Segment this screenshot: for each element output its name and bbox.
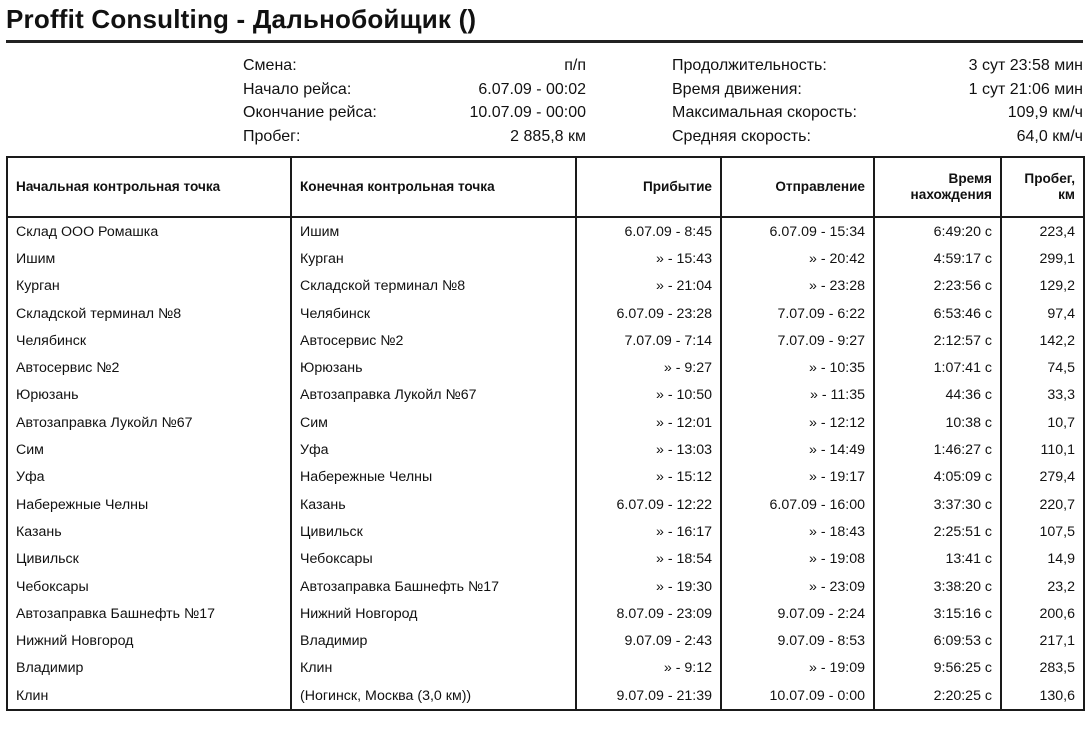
cell-start-point: Юрюзань xyxy=(7,382,291,409)
cell-arrival: » - 19:30 xyxy=(576,573,721,600)
cell-mileage: 220,7 xyxy=(1001,491,1084,518)
cell-stay-time: 44:36 с xyxy=(874,382,1001,409)
title-divider xyxy=(6,40,1083,43)
header-end-point: Конечная контрольная точка xyxy=(291,157,576,217)
cell-stay-time: 9:56:25 с xyxy=(874,655,1001,682)
cell-mileage: 110,1 xyxy=(1001,436,1084,463)
summary-label: Время движения: xyxy=(672,80,802,98)
cell-start-point: Ишим xyxy=(7,245,291,272)
summary-value: 2 885,8 км xyxy=(510,127,586,145)
cell-end-point: Юрюзань xyxy=(291,354,576,381)
table-row xyxy=(7,382,1084,409)
cell-end-point: Складской терминал №8 xyxy=(291,273,576,300)
cell-departure: » - 20:42 xyxy=(721,245,874,272)
table-row xyxy=(7,627,1084,654)
table-row xyxy=(7,273,1084,300)
cell-departure: 6.07.09 - 16:00 xyxy=(721,491,874,518)
summary-label: Средняя скорость: xyxy=(672,127,811,145)
cell-mileage: 107,5 xyxy=(1001,518,1084,545)
cell-end-point: Набережные Челны xyxy=(291,464,576,491)
cell-stay-time: 4:59:17 с xyxy=(874,245,1001,272)
cell-stay-time: 1:46:27 с xyxy=(874,436,1001,463)
cell-departure: 9.07.09 - 8:53 xyxy=(721,627,874,654)
cell-start-point: Владимир xyxy=(7,655,291,682)
cell-mileage: 14,9 xyxy=(1001,546,1084,573)
cell-departure: 7.07.09 - 6:22 xyxy=(721,300,874,327)
cell-start-point: Уфа xyxy=(7,464,291,491)
cell-stay-time: 2:12:57 с xyxy=(874,327,1001,354)
table-row xyxy=(7,518,1084,545)
header-mileage xyxy=(1001,157,1084,217)
summary-right xyxy=(672,54,1083,148)
report-title: Proffit Consulting - Дальнобойщик () xyxy=(6,4,477,34)
trip-table-body xyxy=(7,217,1084,710)
cell-mileage: 23,2 xyxy=(1001,573,1084,600)
cell-arrival: 8.07.09 - 23:09 xyxy=(576,600,721,627)
cell-arrival: 6.07.09 - 12:22 xyxy=(576,491,721,518)
cell-mileage: 74,5 xyxy=(1001,354,1084,381)
trip-table-wrapper xyxy=(6,156,1083,711)
table-row xyxy=(7,573,1084,600)
table-row xyxy=(7,491,1084,518)
table-row xyxy=(7,245,1084,272)
cell-arrival: » - 13:03 xyxy=(576,436,721,463)
summary-row xyxy=(243,78,586,102)
cell-arrival: 9.07.09 - 21:39 xyxy=(576,682,721,710)
cell-stay-time: 2:25:51 с xyxy=(874,518,1001,545)
summary-label: Окончание рейса: xyxy=(243,104,377,121)
table-row xyxy=(7,464,1084,491)
summary-label: Продолжительность: xyxy=(672,57,827,74)
cell-arrival: » - 16:17 xyxy=(576,518,721,545)
cell-mileage: 130,6 xyxy=(1001,682,1084,710)
cell-end-point: Автозаправка Лукойл №67 xyxy=(291,382,576,409)
cell-departure: » - 10:35 xyxy=(721,354,874,381)
table-row xyxy=(7,682,1084,710)
cell-stay-time: 10:38 с xyxy=(874,409,1001,436)
table-header-row xyxy=(7,157,1084,217)
cell-start-point: Автозаправка Лукойл №67 xyxy=(7,409,291,436)
summary-label: Смена: xyxy=(243,57,297,74)
cell-arrival: 7.07.09 - 7:14 xyxy=(576,327,721,354)
cell-arrival: » - 12:01 xyxy=(576,409,721,436)
cell-departure: » - 11:35 xyxy=(721,382,874,409)
cell-end-point: Нижний Новгород xyxy=(291,600,576,627)
header-stay-line2: нахождения xyxy=(910,187,992,202)
cell-stay-time: 1:07:41 с xyxy=(874,354,1001,381)
cell-mileage: 142,2 xyxy=(1001,327,1084,354)
header-mileage-line1: Пробег, xyxy=(1024,171,1075,186)
cell-mileage: 129,2 xyxy=(1001,273,1084,300)
cell-end-point: Курган xyxy=(291,245,576,272)
cell-arrival: » - 15:43 xyxy=(576,245,721,272)
summary-value: 3 сут 23:58 мин xyxy=(968,57,1083,74)
table-row xyxy=(7,655,1084,682)
cell-arrival: » - 18:54 xyxy=(576,546,721,573)
summary-row xyxy=(243,125,586,149)
cell-start-point: Цивильск xyxy=(7,546,291,573)
cell-mileage: 33,3 xyxy=(1001,382,1084,409)
cell-mileage: 223,4 xyxy=(1001,217,1084,245)
cell-departure: » - 14:49 xyxy=(721,436,874,463)
summary-value: 10.07.09 - 00:00 xyxy=(469,104,586,121)
cell-departure: » - 19:08 xyxy=(721,546,874,573)
summary-row xyxy=(672,125,1083,149)
table-row xyxy=(7,327,1084,354)
cell-stay-time: 3:38:20 с xyxy=(874,573,1001,600)
trip-table xyxy=(6,156,1085,711)
cell-stay-time: 6:49:20 с xyxy=(874,217,1001,245)
cell-stay-time: 4:05:09 с xyxy=(874,464,1001,491)
cell-departure: » - 23:28 xyxy=(721,273,874,300)
cell-start-point: Клин xyxy=(7,682,291,710)
cell-mileage: 217,1 xyxy=(1001,627,1084,654)
cell-stay-time: 13:41 с xyxy=(874,546,1001,573)
table-row xyxy=(7,300,1084,327)
cell-departure: 6.07.09 - 15:34 xyxy=(721,217,874,245)
cell-stay-time: 6:09:53 с xyxy=(874,627,1001,654)
table-row xyxy=(7,436,1084,463)
cell-mileage: 200,6 xyxy=(1001,600,1084,627)
summary-row xyxy=(672,78,1083,102)
table-row xyxy=(7,217,1084,245)
cell-end-point: Челябинск xyxy=(291,300,576,327)
cell-departure: » - 18:43 xyxy=(721,518,874,545)
cell-arrival: 9.07.09 - 2:43 xyxy=(576,627,721,654)
table-row xyxy=(7,600,1084,627)
cell-departure: 7.07.09 - 9:27 xyxy=(721,327,874,354)
cell-arrival: » - 9:27 xyxy=(576,354,721,381)
cell-arrival: » - 21:04 xyxy=(576,273,721,300)
cell-end-point: Клин xyxy=(291,655,576,682)
header-start-point: Начальная контрольная точка xyxy=(7,157,291,217)
summary-value: 64,0 км/ч xyxy=(1016,127,1083,145)
cell-end-point: Уфа xyxy=(291,436,576,463)
cell-start-point: Автосервис №2 xyxy=(7,354,291,381)
header-stay-time xyxy=(874,157,1001,217)
cell-arrival: 6.07.09 - 8:45 xyxy=(576,217,721,245)
cell-start-point: Нижний Новгород xyxy=(7,627,291,654)
cell-mileage: 279,4 xyxy=(1001,464,1084,491)
cell-arrival: » - 10:50 xyxy=(576,382,721,409)
table-row xyxy=(7,354,1084,381)
cell-stay-time: 2:23:56 с xyxy=(874,273,1001,300)
cell-mileage: 299,1 xyxy=(1001,245,1084,272)
cell-start-point: Складской терминал №8 xyxy=(7,300,291,327)
cell-end-point: Цивильск xyxy=(291,518,576,545)
summary-label: Пробег: xyxy=(243,127,301,145)
table-row xyxy=(7,546,1084,573)
cell-departure: » - 12:12 xyxy=(721,409,874,436)
cell-departure: 9.07.09 - 2:24 xyxy=(721,600,874,627)
cell-start-point: Челябинск xyxy=(7,327,291,354)
cell-departure: » - 19:17 xyxy=(721,464,874,491)
cell-mileage: 10,7 xyxy=(1001,409,1084,436)
summary-left xyxy=(243,54,586,148)
cell-end-point: Владимир xyxy=(291,627,576,654)
cell-departure: 10.07.09 - 0:00 xyxy=(721,682,874,710)
cell-start-point: Казань xyxy=(7,518,291,545)
summary-value: п/п xyxy=(564,57,586,74)
summary-row xyxy=(243,101,586,125)
cell-end-point: Ишим xyxy=(291,217,576,245)
cell-start-point: Склад ООО Ромашка xyxy=(7,217,291,245)
cell-stay-time: 6:53:46 с xyxy=(874,300,1001,327)
cell-end-point: Чебоксары xyxy=(291,546,576,573)
cell-start-point: Набережные Челны xyxy=(7,491,291,518)
summary-value: 1 сут 21:06 мин xyxy=(968,80,1083,98)
cell-mileage: 283,5 xyxy=(1001,655,1084,682)
cell-end-point: Автозаправка Башнефть №17 xyxy=(291,573,576,600)
cell-end-point: (Ногинск, Москва (3,0 км)) xyxy=(291,682,576,710)
header-arrival: Прибытие xyxy=(576,157,721,217)
cell-departure: » - 23:09 xyxy=(721,573,874,600)
summary-row xyxy=(672,54,1083,78)
cell-start-point: Курган xyxy=(7,273,291,300)
cell-arrival: » - 9:12 xyxy=(576,655,721,682)
summary-label: Максимальная скорость: xyxy=(672,104,857,121)
cell-end-point: Автосервис №2 xyxy=(291,327,576,354)
cell-stay-time: 3:15:16 с xyxy=(874,600,1001,627)
cell-start-point: Автозаправка Башнефть №17 xyxy=(7,600,291,627)
cell-end-point: Сим xyxy=(291,409,576,436)
summary-value: 6.07.09 - 00:02 xyxy=(478,80,586,98)
header-mileage-line2: км xyxy=(1058,187,1075,202)
cell-start-point: Сим xyxy=(7,436,291,463)
cell-start-point: Чебоксары xyxy=(7,573,291,600)
cell-end-point: Казань xyxy=(291,491,576,518)
header-departure: Отправление xyxy=(721,157,874,217)
cell-arrival: » - 15:12 xyxy=(576,464,721,491)
summary-row xyxy=(243,54,586,78)
cell-arrival: 6.07.09 - 23:28 xyxy=(576,300,721,327)
summary-label: Начало рейса: xyxy=(243,80,352,98)
header-stay-line1: Время xyxy=(948,171,992,186)
cell-departure: » - 19:09 xyxy=(721,655,874,682)
cell-stay-time: 2:20:25 с xyxy=(874,682,1001,710)
cell-stay-time: 3:37:30 с xyxy=(874,491,1001,518)
summary-value: 109,9 км/ч xyxy=(1007,104,1083,121)
cell-mileage: 97,4 xyxy=(1001,300,1084,327)
summary-row xyxy=(672,101,1083,125)
table-row xyxy=(7,409,1084,436)
